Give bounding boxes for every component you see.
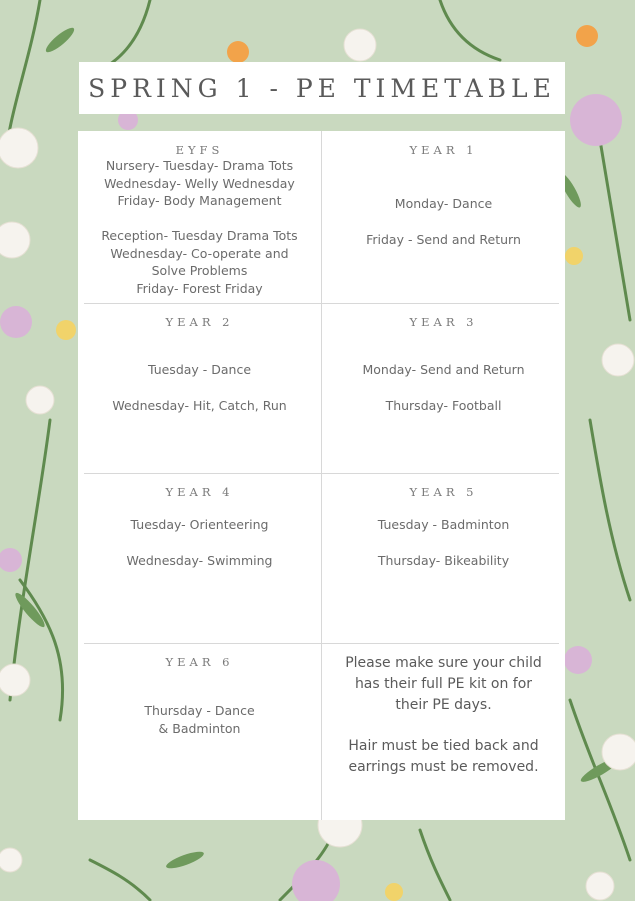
eyfs-line: Wednesday- Welly Wednesday — [104, 175, 295, 191]
page-title: SPRING 1 - PE TIMETABLE — [88, 73, 556, 103]
year-5-line: Tuesday - Badminton — [377, 517, 510, 532]
note-line: Please make sure your child — [345, 655, 542, 671]
year-4-heading: YEAR 4 — [165, 485, 234, 499]
year-1-line: Monday- Dance — [394, 196, 493, 211]
year-5-line: Thursday- Bikeability — [377, 552, 510, 568]
eyfs-line: Wednesday- Co-operate and — [110, 245, 289, 261]
title-banner — [79, 62, 565, 114]
pe-kit-note — [322, 653, 565, 778]
eyfs-heading: EYFS — [175, 143, 224, 157]
cell-year-1 — [322, 143, 565, 248]
note-line: their PE days. — [395, 697, 492, 713]
cell-year-6 — [78, 655, 321, 737]
note-line: earrings must be removed. — [348, 759, 539, 775]
row-divider — [84, 473, 559, 474]
cell-year-5 — [322, 485, 565, 569]
year-4-line: Wednesday- Swimming — [126, 552, 273, 568]
year-2-heading: YEAR 2 — [165, 315, 234, 329]
eyfs-line: Reception- Tuesday Drama Tots — [101, 228, 298, 243]
year-3-line: Thursday- Football — [385, 397, 502, 413]
year-6-line: Thursday - Dance — [144, 703, 255, 718]
eyfs-line: Solve Problems — [151, 263, 248, 278]
row-divider — [84, 643, 559, 644]
eyfs-line: Friday- Forest Friday — [136, 280, 263, 296]
timetable-grid — [78, 131, 565, 820]
year-3-heading: YEAR 3 — [409, 315, 478, 329]
cell-year-3 — [322, 315, 565, 414]
eyfs-spacer — [78, 210, 321, 228]
year-6-line: & Badminton — [158, 720, 241, 736]
year-6-heading: YEAR 6 — [165, 655, 234, 669]
eyfs-line: Nursery- Tuesday- Drama Tots — [105, 158, 294, 173]
year-1-line: Friday - Send and Return — [366, 231, 521, 247]
row-divider — [84, 303, 559, 304]
cell-year-2 — [78, 315, 321, 414]
year-2-line: Tuesday - Dance — [147, 362, 252, 377]
eyfs-line: Friday- Body Management — [117, 193, 282, 208]
cell-year-4 — [78, 485, 321, 569]
year-1-heading: YEAR 1 — [409, 143, 478, 157]
cell-eyfs — [78, 143, 321, 297]
note-line: Hair must be tied back and — [348, 738, 539, 754]
year-2-line: Wednesday- Hit, Catch, Run — [112, 397, 287, 413]
year-5-heading: YEAR 5 — [409, 485, 478, 499]
year-3-line: Monday- Send and Return — [362, 362, 525, 377]
note-line: has their full PE kit on for — [354, 676, 533, 692]
year-4-line: Tuesday- Orienteering — [130, 517, 269, 532]
